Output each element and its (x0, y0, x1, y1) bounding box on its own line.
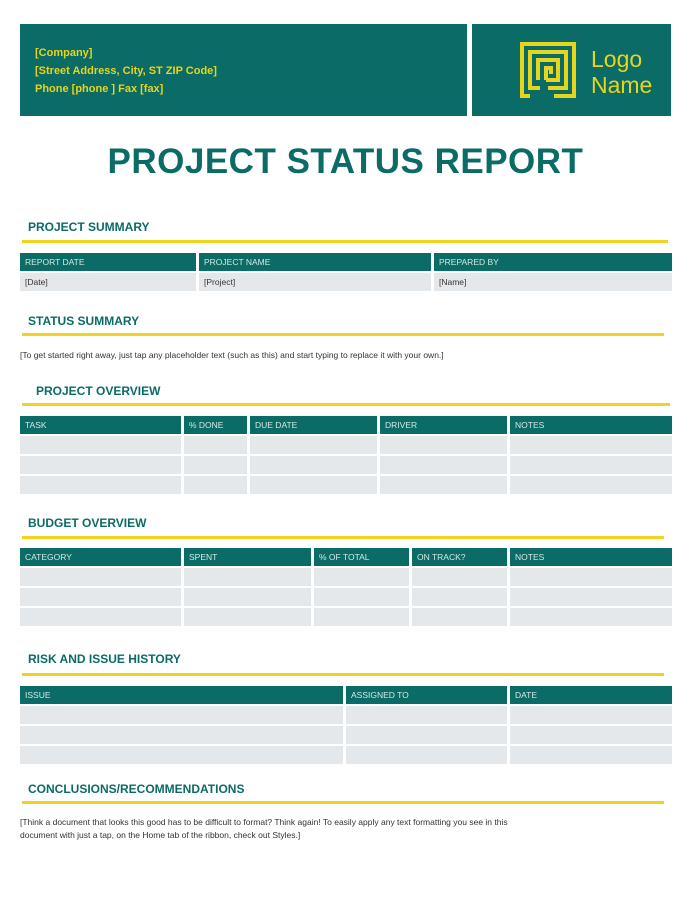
table-cell[interactable] (510, 456, 672, 474)
conclusions-line-1: [Think a document that looks this good has to be difficult to format? Think again! To easily apply any text formatting you see in this (20, 817, 508, 827)
table-cell[interactable] (314, 588, 409, 606)
section-divider (22, 801, 664, 804)
column-header: REPORT DATE (20, 253, 196, 271)
table-cell[interactable] (510, 568, 672, 586)
table-cell[interactable] (346, 746, 507, 764)
column-header: DRIVER (380, 416, 507, 434)
table-cell[interactable] (346, 726, 507, 744)
risk-history-table (20, 686, 672, 768)
column-header: % OF TOTAL (314, 548, 409, 566)
table-cell[interactable] (184, 588, 311, 606)
column-header: PREPARED BY (434, 253, 672, 271)
table-cell[interactable] (20, 726, 343, 744)
table-cell[interactable] (346, 706, 507, 724)
section-divider (22, 673, 664, 676)
column-header: % DONE (184, 416, 247, 434)
logo-banner (472, 24, 671, 116)
table-cell[interactable] (20, 568, 181, 586)
column-header: NOTES (510, 416, 672, 434)
table-cell[interactable] (250, 476, 377, 494)
section-divider (22, 403, 670, 406)
table-cell[interactable] (314, 608, 409, 626)
column-header: ASSIGNED TO (346, 686, 507, 704)
table-cell[interactable] (250, 456, 377, 474)
table-cell[interactable] (20, 476, 181, 494)
section-divider (22, 333, 664, 336)
logo-line-1: Logo (591, 46, 643, 72)
company-address[interactable]: [Street Address, City, ST ZIP Code] (35, 65, 217, 77)
conclusions-line-2: document with just a tap, on the Home tab of the ribbon, check out Styles.] (20, 830, 301, 840)
section-divider (22, 536, 664, 539)
table-cell[interactable] (184, 568, 311, 586)
column-header: SPENT (184, 548, 311, 566)
table-cell[interactable] (314, 568, 409, 586)
project-name-cell[interactable]: [Project] (199, 273, 431, 291)
section-divider (22, 240, 668, 243)
table-cell[interactable] (184, 476, 247, 494)
budget-overview-heading[interactable]: BUDGET OVERVIEW (28, 516, 147, 530)
table-cell[interactable] (510, 588, 672, 606)
logo-name[interactable] (591, 46, 652, 98)
report-date-cell[interactable]: [Date] (20, 273, 196, 291)
project-overview-heading[interactable]: PROJECT OVERVIEW (36, 384, 161, 398)
square-spiral-logo-icon (518, 40, 578, 100)
table-cell[interactable] (380, 456, 507, 474)
column-header: ON TRACK? (412, 548, 507, 566)
risk-history-heading[interactable]: RISK AND ISSUE HISTORY (28, 652, 181, 666)
table-cell[interactable] (510, 608, 672, 626)
logo-line-2: Name (591, 72, 653, 98)
project-overview-table (20, 416, 672, 498)
company-info (35, 44, 217, 98)
table-cell[interactable] (412, 568, 507, 586)
table-cell[interactable] (184, 456, 247, 474)
column-header: CATEGORY (20, 548, 181, 566)
column-header: PROJECT NAME (199, 253, 431, 271)
table-cell[interactable] (412, 588, 507, 606)
company-phone-fax[interactable]: Phone [phone ] Fax [fax] (35, 83, 164, 95)
column-header: NOTES (510, 548, 672, 566)
table-cell[interactable] (250, 436, 377, 454)
company-banner (20, 24, 467, 116)
table-cell[interactable] (380, 476, 507, 494)
column-header: DUE DATE (250, 416, 377, 434)
conclusions-heading[interactable]: CONCLUSIONS/RECOMMENDATIONS (28, 782, 245, 796)
table-cell[interactable] (380, 436, 507, 454)
table-cell[interactable] (20, 608, 181, 626)
column-header: ISSUE (20, 686, 343, 704)
status-summary-text[interactable]: [To get started right away, just tap any placeholder text (such as this) and start typing to replace it with your own.] (20, 350, 444, 360)
table-cell[interactable] (20, 456, 181, 474)
page-title[interactable]: PROJECT STATUS REPORT (107, 142, 584, 181)
column-header: TASK (20, 416, 181, 434)
table-cell[interactable] (510, 436, 672, 454)
table-cell[interactable] (20, 706, 343, 724)
project-summary-heading[interactable]: PROJECT SUMMARY (28, 220, 150, 234)
budget-overview-table (20, 548, 672, 630)
table-cell[interactable] (20, 436, 181, 454)
project-summary-table (20, 253, 672, 293)
table-cell[interactable] (510, 706, 672, 724)
column-header: DATE (510, 686, 672, 704)
table-cell[interactable] (510, 746, 672, 764)
status-summary-heading[interactable]: STATUS SUMMARY (28, 314, 140, 328)
conclusions-text[interactable] (20, 816, 508, 842)
table-cell[interactable] (412, 608, 507, 626)
table-cell[interactable] (184, 608, 311, 626)
table-cell[interactable] (510, 476, 672, 494)
company-name[interactable]: [Company] (35, 47, 93, 59)
table-cell[interactable] (20, 588, 181, 606)
prepared-by-cell[interactable]: [Name] (434, 273, 672, 291)
table-cell[interactable] (20, 746, 343, 764)
table-cell[interactable] (510, 726, 672, 744)
table-cell[interactable] (184, 436, 247, 454)
